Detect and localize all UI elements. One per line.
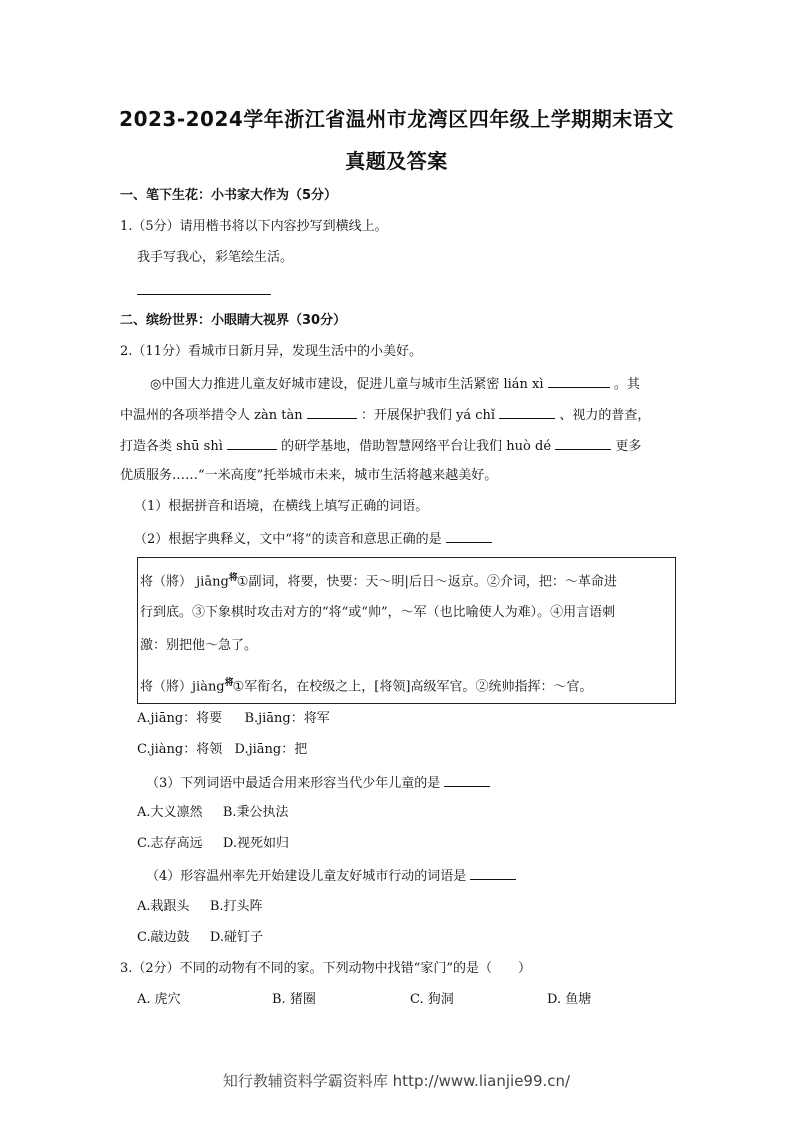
q3-option-c[interactable]: C. 狗洞: [410, 992, 454, 1007]
option-d[interactable]: D.碰钉子: [209, 930, 263, 945]
passage-text: 更多: [615, 439, 642, 454]
answer-blank-lianxi[interactable]: [548, 373, 610, 388]
passage-text: 中温州的各项举措令人 zàn tàn: [120, 408, 303, 423]
answer-blank-huode[interactable]: [555, 435, 611, 450]
sub3-options-row-2: [137, 834, 289, 854]
option-d[interactable]: D.视死如归: [222, 836, 289, 851]
q3-option-b[interactable]: B. 猪圈: [272, 992, 316, 1007]
document-title-line1: 2023-2024学年浙江省温州市龙湾区四年级上学期期末语文: [119, 107, 674, 131]
dict-line-2: 行到底。③下象棋时攻击对方的“将“或“帅”，～军（也比喻使人为难）。④用言语刺: [140, 605, 616, 620]
sub-question-4-text: （4）形容温州率先开始建设儿童友好城市行动的词语是: [146, 869, 467, 884]
passage-text: ：开展保护我们 yá chǐ: [360, 408, 496, 423]
sub2-options-row-2: [137, 740, 307, 760]
sub-question-2-text: （2）根据字典释义，文中“将”的读音和意思正确的是: [134, 532, 442, 547]
passage-line-1: [150, 373, 640, 395]
seal-script-glyph-icon: 将: [228, 573, 237, 583]
option-b[interactable]: B.jiāng：将军: [244, 711, 330, 726]
sub2-options-row-1: [137, 709, 330, 729]
passage-text: 打造各类 shū shì: [120, 439, 223, 454]
sub3-options-row-1: [137, 803, 289, 823]
sub4-options-row-2: [137, 928, 263, 948]
section2-heading: 二、缤纷世界：小眼睛大视界（30分）: [120, 313, 347, 328]
answer-blank-shushi[interactable]: [227, 435, 277, 450]
q3-option-d[interactable]: D. 鱼塘: [547, 992, 592, 1007]
sub-question-1: （1）根据拼音和语境，在横线上填写正确的词语。: [134, 499, 429, 514]
passage-line-2: [120, 404, 650, 426]
section1-heading: 一、笔下生花：小书家大作为（5分）: [120, 188, 338, 203]
option-a[interactable]: A.大义凛然: [137, 805, 203, 820]
q3-option-a[interactable]: A. 虎穴: [137, 992, 181, 1007]
option-c[interactable]: C.敲边鼓: [137, 930, 190, 945]
passage-line-3: [120, 435, 641, 457]
answer-blank-sub2[interactable]: [446, 528, 492, 543]
answer-blank-sub4[interactable]: [470, 865, 516, 880]
handwriting-line[interactable]: [137, 294, 271, 295]
option-a[interactable]: A.jiāng：将要: [137, 711, 223, 726]
sub-question-4: [146, 865, 516, 887]
answer-blank-zantan[interactable]: [307, 404, 357, 419]
dict-line-4: [140, 673, 592, 697]
answer-blank-yachi[interactable]: [499, 404, 555, 419]
option-b[interactable]: B.秉公执法: [222, 805, 289, 820]
seal-script-glyph-icon: 将: [224, 678, 233, 688]
option-b[interactable]: B.打头阵: [209, 899, 263, 914]
passage-text: 、视力的普查，: [559, 408, 651, 423]
option-c[interactable]: C.jiàng：将领: [137, 742, 223, 757]
question-3: 3.（2分）不同的动物有不同的家。下列动物中找错“家门”的是（ ）: [120, 961, 531, 976]
answer-blank-sub3[interactable]: [444, 772, 490, 787]
copy-text: 我手写我心，彩笔绘生活。: [137, 250, 294, 265]
passage-text: 的研学基地，借助智慧网络平台让我们 huò dé: [281, 439, 552, 454]
sub-question-3-text: （3）下列词语中最适合用来形容当代少年儿童的是: [146, 776, 441, 791]
passage-text: ◎中国大力推进儿童友好城市建设，促进儿童与城市生活紧密 lián xì: [150, 377, 544, 392]
document-title-line2: 真题及答案: [345, 149, 448, 173]
sub-question-3: [146, 772, 490, 794]
dict-definition: ①副词，将要，快要：天～明|后日～返京。②介词，把：～革命进: [236, 574, 617, 590]
dict-line-3: 激：别把他～急了。: [140, 638, 258, 653]
option-d[interactable]: D.jiāng：把: [234, 742, 308, 757]
question-2: 2.（11分）看城市日新月异，发现生活中的小美好。: [120, 344, 422, 359]
passage-text: 。其: [613, 377, 640, 392]
dict-headword-jiang4: 将（將）jiàng: [140, 679, 225, 695]
dict-line-1: [140, 568, 617, 592]
sub-question-2: [134, 528, 492, 550]
dict-definition: ①军衔名，在校级之上，[将领]高级军官。②统帅指挥：～官。: [232, 679, 593, 695]
option-c[interactable]: C.志存高远: [137, 836, 203, 851]
footer-watermark: 知行教辅资料学霸资料库 http://www.lianjie99.cn/: [222, 1072, 571, 1090]
passage-line-4: 优质服务……“一米高度”托举城市未来，城市生活将越来越美好。: [120, 468, 498, 483]
option-a[interactable]: A.栽跟头: [137, 899, 190, 914]
sub4-options-row-1: [137, 897, 263, 917]
question-1: 1.（5分）请用楷书将以下内容抄写到横线上。: [120, 219, 388, 234]
dict-headword-jiang1: 将（將） jiāng: [140, 574, 229, 590]
